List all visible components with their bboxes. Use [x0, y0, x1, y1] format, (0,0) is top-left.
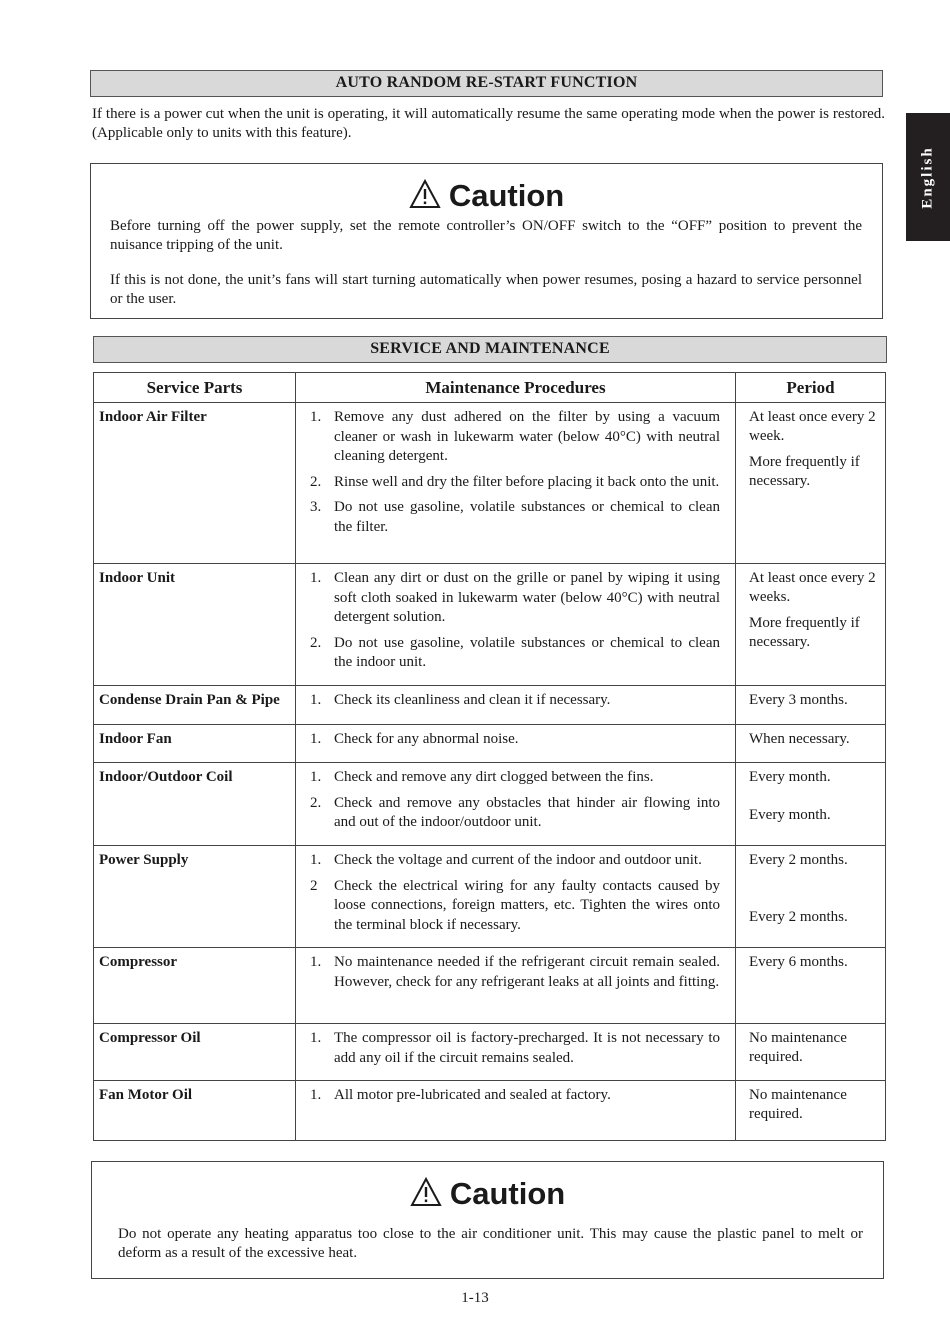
period-cell: [736, 403, 886, 564]
caution-box-heat: [91, 1161, 884, 1279]
step-number: 1.: [310, 1030, 322, 1046]
caution-paragraph: Before turning off the power supply, set the remote controller’s ON/OFF switch to the “OFF” position to prevent the nuisance tripping of the unit.: [110, 218, 862, 253]
step-number: 2.: [310, 473, 322, 490]
period-cell: [736, 1081, 886, 1141]
step-number: 2.: [310, 794, 322, 811]
procedure-step: [310, 730, 720, 750]
step-number: 1.: [310, 1087, 322, 1103]
column-header: Maintenance Procedures: [296, 373, 736, 403]
procedure-cell: [296, 686, 736, 725]
service-part: Fan Motor Oil: [94, 1081, 296, 1141]
period-cell: [736, 948, 886, 1024]
period-cell: [736, 725, 886, 763]
caution-paragraph: Do not operate any heating apparatus too close to the air conditioner unit. This may cause the plastic panel to melt or deform as a result of the excessive heat.: [118, 1226, 863, 1261]
period-cell: [736, 564, 886, 686]
table-header-row: [94, 373, 886, 403]
step-text: The compressor oil is factory-precharged. It is not necessary to add any oil if the circuit remains sealed.: [334, 1030, 720, 1066]
procedure-list: [296, 686, 735, 711]
procedure-step: [310, 877, 720, 936]
procedure-step: [310, 1029, 720, 1068]
period-text: When necessary.: [749, 731, 850, 747]
table-row: [94, 725, 886, 763]
language-tab: [906, 113, 950, 241]
step-number: 1.: [310, 852, 322, 868]
procedure-step: [310, 794, 720, 833]
step-text: All motor pre-lubricated and sealed at factory.: [334, 1087, 611, 1103]
service-part: Compressor: [94, 948, 296, 1024]
step-text: Check its cleanliness and clean it if necessary.: [334, 692, 611, 708]
step-text: Remove any dust adhered on the filter by using a vacuum cleaner or wash in lukewarm water (below 40°C) with neutral cleaning detergent.: [334, 409, 720, 464]
step-text: Do not use gasoline, volatile substances or chemical to clean the indoor unit.: [334, 634, 720, 670]
period-text: Every 2 months.: [749, 852, 848, 868]
step-number: 1.: [310, 769, 322, 785]
period-text: More frequently if necessary.: [749, 454, 860, 489]
procedure-list: [296, 846, 735, 935]
procedure-list: [296, 725, 735, 750]
step-text: Check and remove any obstacles that hinder air flowing into and out of the indoor/outdoor unit.: [334, 794, 720, 830]
table-row: [94, 763, 886, 846]
step-text: Check and remove any dirt clogged between the fins.: [334, 769, 654, 785]
procedure-cell: [296, 948, 736, 1024]
step-text: Check the electrical wiring for any faulty contacts caused by loose connections, foreign matters, etc. Tighten the wires onto the terminal block if necessary.: [334, 877, 720, 933]
period-text: At least once every 2 week.: [749, 409, 876, 444]
procedure-cell: [296, 846, 736, 948]
column-header: Period: [736, 373, 886, 403]
step-number: 1.: [310, 570, 322, 586]
procedure-cell: [296, 403, 736, 564]
procedure-step: [310, 634, 720, 673]
procedure-cell: [296, 763, 736, 846]
period-cell: [736, 686, 886, 725]
table-row: [94, 564, 886, 686]
table-row: [94, 1081, 886, 1141]
procedure-cell: [296, 725, 736, 763]
auto-restart-heading: AUTO RANDOM RE-START FUNCTION: [90, 70, 883, 97]
step-number: 1.: [310, 954, 322, 970]
procedure-step: [310, 691, 720, 711]
caution-title: Caution: [449, 1176, 566, 1211]
procedure-step: [310, 953, 720, 992]
period-text: No maintenance required.: [749, 1087, 847, 1122]
step-number: 2.: [310, 634, 322, 651]
warning-triangle-icon: [410, 1177, 442, 1215]
procedure-list: [296, 763, 735, 833]
period-cell: [736, 763, 886, 846]
caution-box-power: [90, 163, 883, 319]
procedure-step: [310, 1086, 720, 1106]
period-cell: [736, 1024, 886, 1081]
service-table: [93, 372, 886, 1141]
procedure-list: [296, 948, 735, 992]
step-number: 1.: [310, 731, 322, 747]
caution-heading: [92, 1176, 883, 1215]
table-row: [94, 1024, 886, 1081]
period-text: Every 2 months.: [749, 909, 848, 925]
procedure-step: [310, 851, 720, 871]
step-number: 2: [310, 877, 318, 894]
procedure-list: [296, 1081, 735, 1106]
period-text: No maintenance required.: [749, 1030, 847, 1065]
service-part: Power Supply: [94, 846, 296, 948]
step-number: 1.: [310, 409, 322, 425]
table-row: [94, 948, 886, 1024]
step-text: Clean any dirt or dust on the grille or panel by wiping it using soft cloth soaked in lukewarm water (below 40°C) with neutral detergent solution.: [334, 570, 720, 625]
step-text: Do not use gasoline, volatile substances or chemical to clean the filter.: [334, 499, 720, 535]
step-number: 1.: [310, 692, 322, 708]
procedure-list: [296, 564, 735, 673]
caution-paragraph: If this is not done, the unit’s fans will start turning automatically when power resumes, posing a hazard to service personnel or the user.: [110, 272, 862, 307]
procedure-cell: [296, 1024, 736, 1081]
period-cell: [736, 846, 886, 948]
step-text: No maintenance needed if the refrigerant circuit remain sealed. However, check for any refrigerant leaks at all joints and fitting.: [334, 954, 720, 990]
procedure-step: [310, 569, 720, 628]
language-tab-label: English: [919, 145, 936, 209]
column-header: Service Parts: [94, 373, 296, 403]
table-row: [94, 686, 886, 725]
service-part: Compressor Oil: [94, 1024, 296, 1081]
table-row: [94, 403, 886, 564]
warning-triangle-icon: [409, 179, 441, 217]
service-part: Indoor Unit: [94, 564, 296, 686]
procedure-step: [310, 408, 720, 467]
procedure-cell: [296, 1081, 736, 1141]
service-part: Indoor Fan: [94, 725, 296, 763]
procedure-step: [310, 473, 720, 493]
service-part: Indoor Air Filter: [94, 403, 296, 564]
step-text: Check the voltage and current of the indoor and outdoor unit.: [334, 852, 702, 868]
service-heading: SERVICE AND MAINTENANCE: [93, 336, 887, 363]
step-text: Rinse well and dry the filter before placing it back onto the unit.: [334, 473, 720, 490]
procedure-list: [296, 1024, 735, 1068]
period-text: Every 3 months.: [749, 692, 848, 708]
caution-title: Caution: [448, 178, 565, 213]
table-row: [94, 846, 886, 948]
procedure-step: [310, 768, 720, 788]
auto-restart-text: If there is a power cut when the unit is operating, it will automatically resume the same operating mode when the power is restored. (Applicable only to units with this feature).: [92, 106, 885, 141]
step-text: Check for any abnormal noise.: [334, 731, 519, 747]
period-text: At least once every 2 weeks.: [749, 570, 876, 605]
procedure-step: [310, 498, 720, 537]
service-part: Indoor/Outdoor Coil: [94, 763, 296, 846]
caution-heading: [91, 178, 882, 217]
period-text: Every month.: [749, 807, 831, 823]
period-text: Every 6 months.: [749, 954, 848, 970]
period-text: Every month.: [749, 769, 831, 785]
procedure-list: [296, 403, 735, 537]
period-text: More frequently if necessary.: [749, 615, 860, 650]
procedure-cell: [296, 564, 736, 686]
service-part: Condense Drain Pan & Pipe: [94, 686, 296, 725]
step-number: 3.: [310, 499, 322, 515]
page-number: 1-13: [461, 1290, 489, 1306]
